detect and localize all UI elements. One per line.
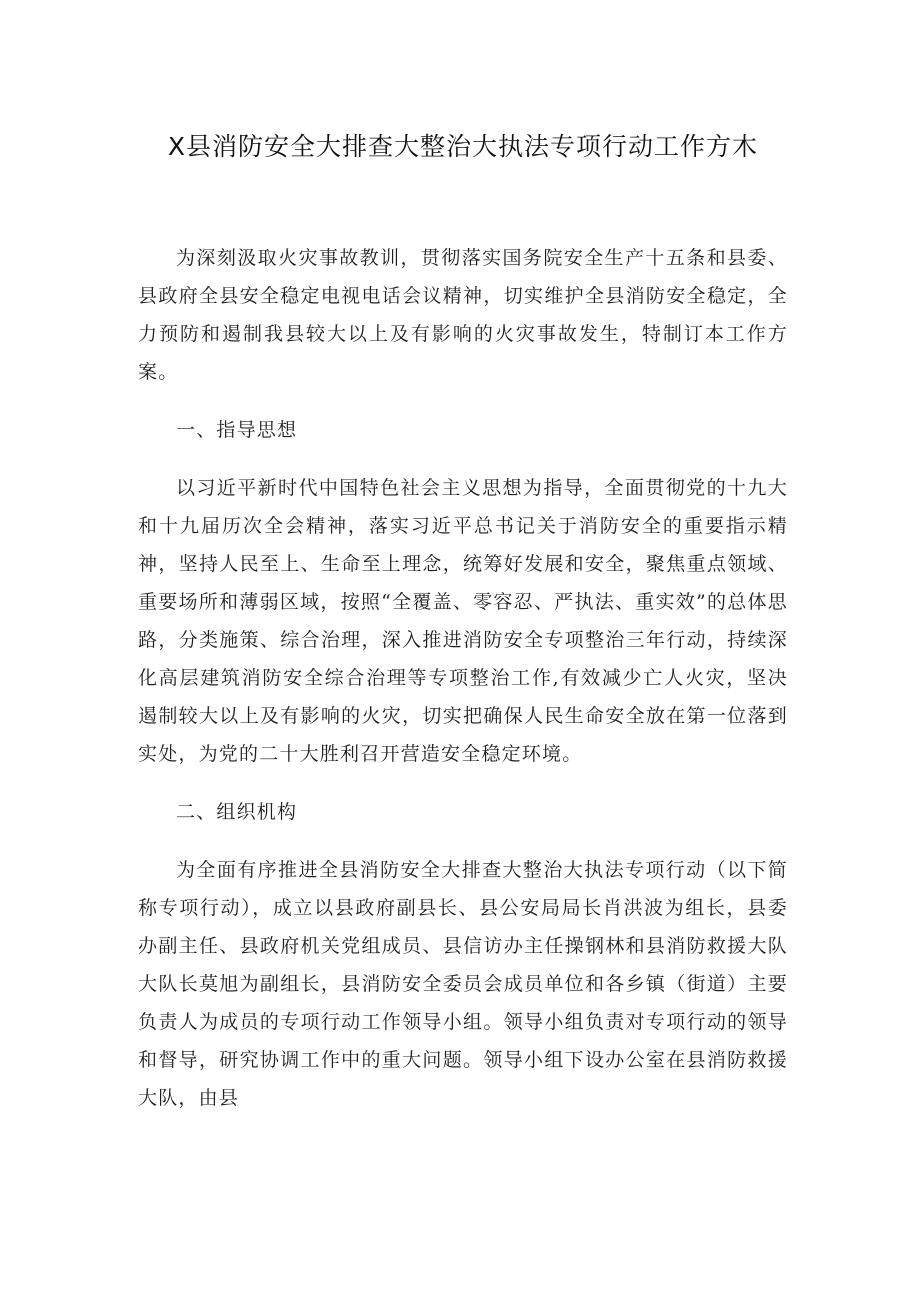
section-heading-organization: 二、组织机构 <box>176 801 298 823</box>
section-heading-guiding-ideology: 一、指导思想 <box>176 419 298 441</box>
organization-paragraph: 为全面有序推进全县消防安全大排查大整治大执法专项行动（以下简称专项行动），成立以县政府副县长、县公安局局长肖洪波为组长，县委办副主任、县政府机关党组成员、县信访办主任操钢林和县消防救援大队大队长莫旭为副组长，县消防安全委员会成员单位和各乡镇（街道）主要负责人为成员的专项行动工作领导小组。领导小组负责对专项行动的领导和督导，研究协调工作中的重大问题。领导小组下设办公室在县消防救援大队，由县 <box>138 859 788 1109</box>
guiding-ideology-paragraph: 以习近平新时代中国特色社会主义思想为指导，全面贯彻党的十九大和十九届历次全会精神，落实习近平总书记关于消防安全的重要指示精神，坚持人民至上、生命至上理念，统筹好发展和安全，聚焦重点领域、重要场所和薄弱区域，按照“全覆盖、零容忍、严执法、重实效”的总体思路，分类施策、综合治理，深入推进消防安全专项整治三年行动，持续深化高层建筑消防安全综合治理等专项整治工作,有效减少亡人火灾，坚决遏制较大以上及有影响的火灾，切实把确保人民生命安全放在第一位落到实处，为党的二十大胜利召开营造安全稳定环境。 <box>138 477 788 765</box>
document-body <box>138 239 788 1117</box>
intro-paragraph: 为深刻汲取火灾事故教训，贯彻落实国务院安全生产十五条和县委、县政府全县安全稳定电视电话会议精神，切实维护全县消防安全稳定，全力预防和遏制我县较大以上及有影响的火灾事故发生，特制订本工作方案。 <box>138 247 788 383</box>
document-title: X县消防安全大排查大整治大执法专项行动工作方木 <box>167 132 759 161</box>
